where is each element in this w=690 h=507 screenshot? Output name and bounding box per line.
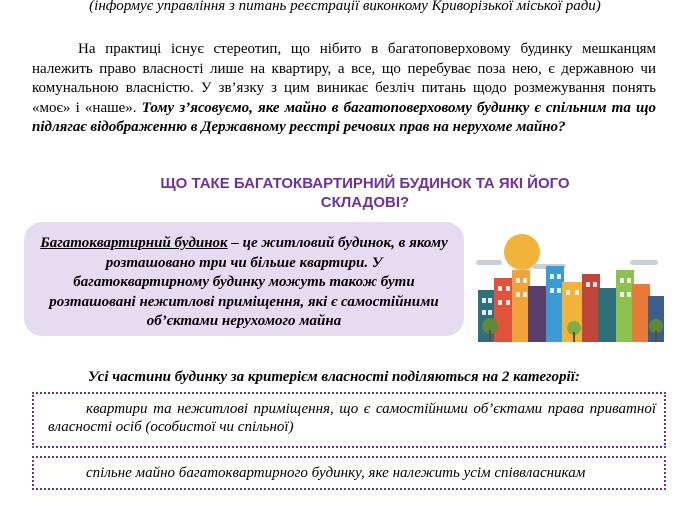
section-heading: ЩО ТАКЕ БАГАТОКВАРТИРНИЙ БУДИНОК ТА ЯКІ ЙОГО СКЛАДОВІ? — [160, 175, 570, 211]
clouds-icon — [476, 260, 658, 269]
definition-text: – це житловий будинок, в якому розташовано три чи більше квартири. У багатоквартирному будинку можуть також бути розташовані нежитлові приміщення, які є самостійними об’єктами нерухомого майна — [49, 235, 448, 329]
subtitle: (інформує управління з питань реєстрації виконкому Криворізької міської ради) — [89, 0, 601, 14]
category-item-common: спільне майно багатоквартирного будинку, яке належить усім співвласникам — [32, 456, 666, 490]
intro-emphasis: Тому з’ясовуємо, яке майно в багатоповерховому будинку є спільним та що підлягає відображенню в Державному реєстрі речових прав на нерухоме майно? — [32, 99, 657, 135]
categories-intro: Усі частини будинку за критерієм власності поділяються на 2 категорії: — [88, 369, 580, 385]
city-illustration — [470, 230, 670, 342]
definition-box — [24, 222, 464, 336]
intro-paragraph — [32, 40, 656, 138]
intro-text: На практиці існує стереотип, що нібито в багатоповерховому будинку мешканцям належить право власності лише на квартиру, а все, що перебуває поза нею, є державною чи комунальною власністю. У зв’язку з цим виникає безліч питань щодо розмежування понять «моє» і «наше». — [32, 41, 656, 116]
definition-term: Багатоквартирний будинок — [40, 235, 228, 251]
category-item-private: квартири та нежитлові приміщення, що є самостійними об’єктами права приватної власності осіб (особистої чи спільної) — [32, 392, 666, 448]
